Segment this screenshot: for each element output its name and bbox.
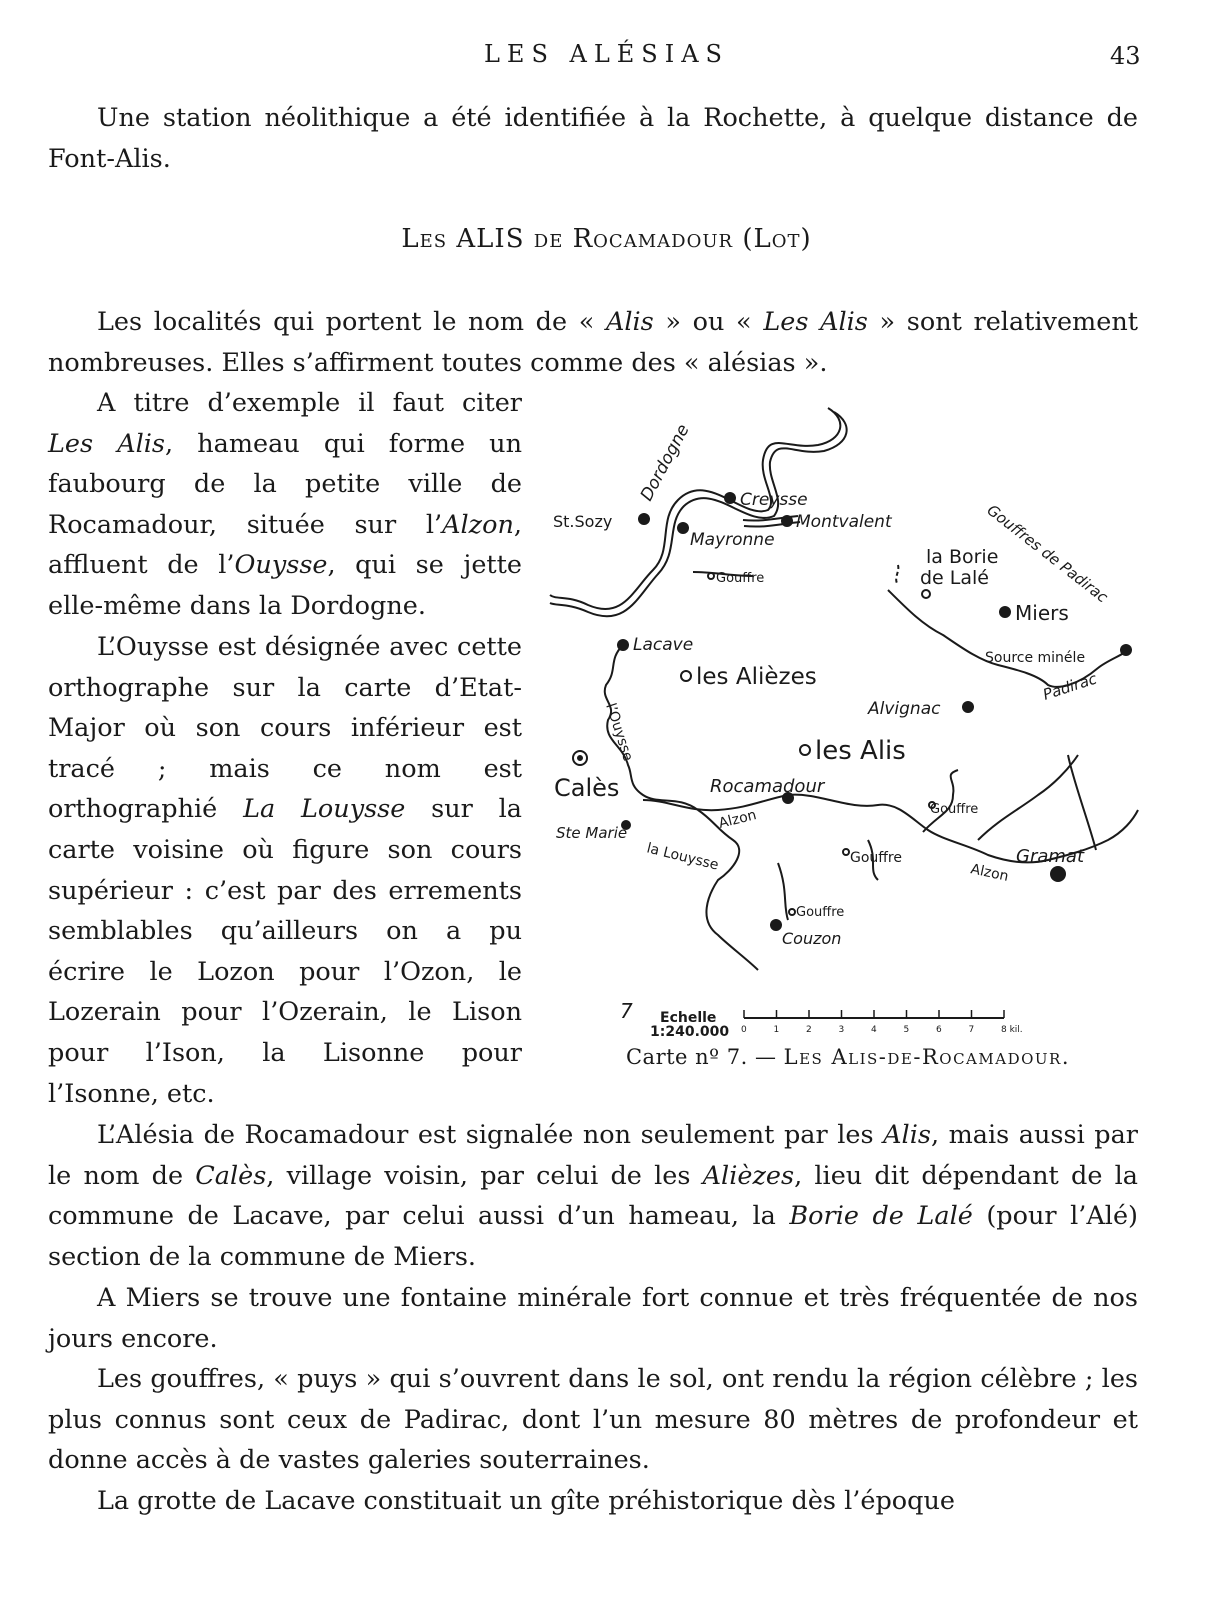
scale-bar — [650, 1010, 1023, 1040]
map-caption: Carte nº 7. — Les Alis-de-Rocamadour. — [625, 1045, 1071, 1069]
label-gouffre-3: Gouffre — [850, 850, 902, 866]
marker-les-aliezes — [681, 671, 691, 681]
label-les-alis: les Alis — [815, 736, 906, 766]
marker-st-sozy — [638, 513, 650, 525]
section-heading: Les ALIS de Rocamadour (Lot) — [401, 224, 812, 254]
label-st-sozy: St.Sozy — [553, 512, 613, 531]
label-les-aliezes: les Alièzes — [696, 664, 817, 690]
label-la-louysse: la Louysse — [645, 840, 721, 874]
page-number: 43 — [1110, 42, 1141, 70]
label-gouffre-2: Gouffre — [930, 802, 979, 817]
label-ste-marie: Ste Marie — [556, 824, 628, 842]
marker-source — [1120, 644, 1132, 656]
paragraph-exemple: A titre d’exemple il faut citer Les Alis, hameau qui forme un faubourg de la petite ville de Rocamadour, située sur l’Alzon, affluent de l’Ouysse, qui se jette elle-même dans la Dordogne. — [48, 388, 523, 621]
scale-tick-label: 5 — [903, 1025, 910, 1035]
paragraph-ouysse: L’Ouysse est désignée avec cette orthographe sur la carte d’Etat-Major où son cours inférieur est tracé ; mais ce nom est orthographié La Louysse sur la carte voisine où figure son cours supérieur : c’est par des errements semblables qu’ailleurs on a pu écrire le Lozon pour l’Ozon, le Lozerain pour l’Ozerain, le Lison pour l’Ison, la Lisonne pour l’Isonne, etc. — [48, 632, 522, 1109]
marker-gramat — [1050, 866, 1066, 882]
label-gouffres-padirac: Gouffres de Padirac — [983, 500, 1112, 607]
label-couzon: Couzon — [782, 929, 842, 948]
label-alvignac: Alvignac — [868, 699, 941, 719]
marker-montvalent — [781, 515, 793, 527]
label-l-ouysse: l’Ouysse — [602, 701, 636, 764]
label-de-lale: de Lalé — [920, 567, 989, 589]
label-dordogne: Dordogne — [636, 421, 694, 505]
scale-tick-label: 1 — [773, 1025, 780, 1035]
scale-tick-label: 2 — [806, 1025, 812, 1035]
label-alzon-1: Alzon — [717, 807, 759, 832]
label-creysse: Creysse — [740, 490, 808, 510]
marker-mayronne — [677, 522, 689, 534]
scale-tick-label: 4 — [871, 1025, 877, 1035]
marker-creysse — [724, 492, 736, 504]
marker-lacave — [617, 639, 629, 651]
paragraph-miers: A Miers se trouve une fontaine minérale fort connue et très fréquentée de nos jours encore. — [48, 1283, 1138, 1354]
scale-tick-label: 6 — [936, 1025, 942, 1035]
scale-tick-label: 7 — [968, 1025, 975, 1035]
label-gouffre-1: Gouffre — [716, 571, 765, 586]
label-cales: Calès — [554, 774, 620, 802]
label-lacave: Lacave — [633, 635, 694, 655]
label-la-borie: la Borie — [926, 546, 999, 568]
paragraph-localites: Les localités qui portent le nom de « Alis » ou « Les Alis » sont relativement nombreuses. Elles s’affirment toutes comme des « alésias ». — [48, 307, 1139, 378]
intro-paragraph: Une station néolithique a été identifiée à la Rochette, à quelque distance de Font-Alis. — [48, 103, 1138, 174]
label-mayronne: Mayronne — [690, 530, 775, 550]
label-rocamadour: Rocamadour — [710, 776, 825, 797]
label-padirac: Padirac — [1040, 669, 1100, 704]
marker-la-borie — [922, 590, 930, 598]
label-alzon-2: Alzon — [969, 861, 1010, 885]
scale-tick-label: 3 — [838, 1025, 845, 1035]
paragraph-lacave: La grotte de Lacave constituait un gîte préhistorique dès l’époque — [97, 1486, 955, 1516]
label-montvalent: Montvalent — [796, 512, 892, 532]
marker-les-alis — [800, 745, 810, 755]
figure-number: 7 — [620, 999, 633, 1023]
running-head: LES ALÉSIAS — [483, 40, 729, 68]
marker-alvignac — [962, 701, 974, 713]
map-figure — [548, 400, 1148, 1040]
paragraph-gouffres: Les gouffres, « puys » qui s’ouvrent dans le sol, ont rendu la région célèbre ; les plus connus sont ceux de Padirac, dont l’un mesure 80 mètres de profondeur et donne accès à de vastes galeries souterraines. — [48, 1364, 1138, 1476]
label-gramat: Gramat — [1016, 846, 1085, 867]
scale-tick-label: 8 kil. — [1001, 1025, 1023, 1035]
scale-tick-label: 0 — [741, 1025, 747, 1035]
label-source-minerale: Source minéle — [985, 650, 1086, 666]
marker-couzon — [770, 919, 782, 931]
scale-ratio: 1:240.000 — [650, 1024, 730, 1040]
label-miers: Miers — [1015, 601, 1069, 625]
paragraph-alesia: L’Alésia de Rocamadour est signalée non seulement par les Alis, mais aussi par le nom de Calès, village voisin, par celui de les Alièzes, lieu dit dépendant de la commune de Lacave, par celui aussi d’un hameau, la Borie de Lalé (pour l’Alé) section de la commune de Miers. — [48, 1120, 1139, 1272]
scale-label: Echelle — [660, 1010, 717, 1026]
label-gouffre-4: Gouffre — [796, 905, 845, 920]
marker-miers — [999, 606, 1011, 618]
